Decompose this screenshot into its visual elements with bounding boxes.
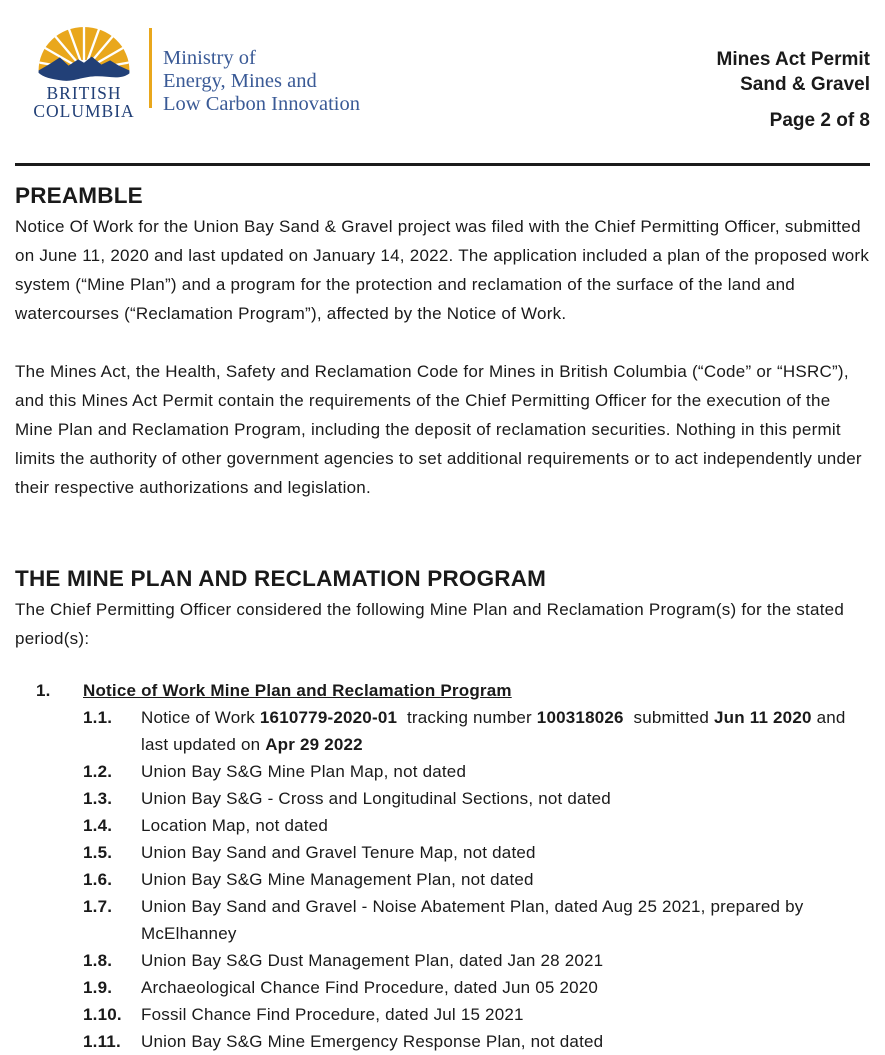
ministry-name xyxy=(163,26,360,116)
list-item-text: Union Bay S&G Mine Emergency Response Plan, not dated xyxy=(141,1032,604,1051)
preamble-heading: PREAMBLE xyxy=(15,183,143,208)
list-item-number: 1.6. xyxy=(83,870,113,889)
list-item-text: Union Bay S&G - Cross and Longitudinal Sections, not dated xyxy=(141,789,611,808)
list-item-text: Union Bay Sand and Gravel - Noise Abatement Plan, dated Aug 25 2021, prepared by McElhanney xyxy=(141,897,809,943)
list-item-number: 1.7. xyxy=(83,897,113,916)
list-item-text: Archaeological Chance Find Procedure, dated Jun 05 2020 xyxy=(141,978,599,997)
bc-government-brand xyxy=(15,26,360,120)
mine-plan-section xyxy=(15,566,870,1055)
list-item xyxy=(15,893,870,947)
list-item-number: 1.5. xyxy=(83,843,113,862)
list-item-number: 1.11. xyxy=(83,1032,121,1051)
ministry-line-3: Low Carbon Innovation xyxy=(163,93,360,115)
doc-title-line1: Mines Act Permit xyxy=(716,49,870,70)
preamble-paragraph-1: Notice Of Work for the Union Bay Sand & Gravel project was filed with the Chief Permitting Officer, submitted on June 11, 2020 and last updated on January 14, 2022. The application included a plan of the proposed work system (“Mine Plan”) and a program for the protection and reclamation of the surface of the land and watercourses (“Reclamation Program”), affected by the Notice of Work. xyxy=(15,217,870,323)
preamble-section xyxy=(15,183,870,502)
list-item xyxy=(15,974,870,1001)
brand-name-line2: COLUMBIA xyxy=(33,101,135,121)
bc-sun-mountains-icon xyxy=(34,26,134,84)
list-item-number: 1.10. xyxy=(83,1005,122,1024)
list-item-number: 1.2. xyxy=(83,762,113,781)
list-title: Notice of Work Mine Plan and Reclamation Program xyxy=(83,681,512,700)
list-item-text: Notice of Work 1610779-2020-01 tracking number 100318026 submitted Jun 11 2020 and last updated on Apr 29 2022 xyxy=(141,708,851,754)
ministry-line-2: Energy, Mines and xyxy=(163,70,317,92)
list-item xyxy=(15,704,870,758)
bc-logo xyxy=(29,26,139,120)
document-meta xyxy=(717,26,870,133)
list-item xyxy=(15,758,870,785)
preamble-paragraph-2: The Mines Act, the Health, Safety and Reclamation Code for Mines in British Columbia (“Code” or “HSRC”), and this Mines Act Permit contain the requirements of the Chief Permitting Officer for the execution of the Mine Plan and Reclamation Program, including the deposit of reclamation securities. Nothing in this permit limits the authority of other government agencies to set additional requirements or to act independently under their respective authorizations and legislation. xyxy=(15,362,862,497)
list-item-text: Union Bay Sand and Gravel Tenure Map, not dated xyxy=(141,843,536,862)
list-items-container xyxy=(15,704,870,1055)
mine-plan-intro: The Chief Permitting Officer considered the following Mine Plan and Reclamation Program(s) for the stated period(s): xyxy=(15,600,845,648)
list-title-row xyxy=(15,677,870,704)
notice-of-work-list xyxy=(15,677,870,1055)
list-item-number: 1.8. xyxy=(83,951,113,970)
page-header xyxy=(15,0,870,133)
list-item xyxy=(15,866,870,893)
logo-divider xyxy=(149,28,152,108)
header-rule xyxy=(15,163,870,166)
list-item xyxy=(15,1028,870,1055)
list-item-number: 1.1. xyxy=(83,708,113,727)
list-item-number: 1.4. xyxy=(83,816,113,835)
list-item-text: Union Bay S&G Mine Plan Map, not dated xyxy=(141,762,467,781)
list-item xyxy=(15,785,870,812)
list-item xyxy=(15,812,870,839)
doc-title-line2: Sand & Gravel xyxy=(740,74,870,95)
list-item-text: Union Bay S&G Dust Management Plan, dated Jan 28 2021 xyxy=(141,951,604,970)
list-title-number: 1. xyxy=(36,681,51,700)
list-item-text: Location Map, not dated xyxy=(141,816,329,835)
list-item-number: 1.9. xyxy=(83,978,113,997)
mine-plan-heading: THE MINE PLAN AND RECLAMATION PROGRAM xyxy=(15,566,547,591)
brand-name-line1: BRITISH xyxy=(46,83,122,103)
list-item-text: Union Bay S&G Mine Management Plan, not dated xyxy=(141,870,534,889)
list-item xyxy=(15,839,870,866)
page-indicator: Page 2 of 8 xyxy=(769,110,870,131)
list-item-text: Fossil Chance Find Procedure, dated Jul 15 2021 xyxy=(141,1005,524,1024)
ministry-line-1: Ministry of xyxy=(163,47,256,69)
list-item-number: 1.3. xyxy=(83,789,113,808)
list-item xyxy=(15,947,870,974)
